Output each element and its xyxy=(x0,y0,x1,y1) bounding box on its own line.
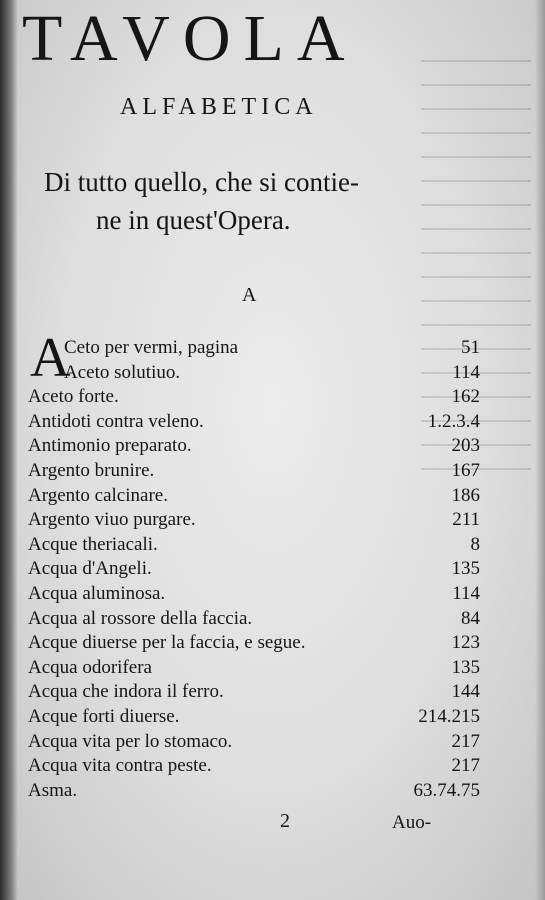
entry-label: Antimonio preparato. xyxy=(28,435,192,457)
entry-label: Acqua al rossore della faccia. xyxy=(28,607,253,629)
page-subtitle: ALFABETICA xyxy=(120,94,318,120)
entry-page: 84 xyxy=(461,607,480,629)
entry-page: 217 xyxy=(451,755,480,777)
entry-page: 123 xyxy=(451,632,480,654)
index-entry xyxy=(28,459,480,484)
catchword: Auo- xyxy=(392,812,432,833)
page-edge xyxy=(535,0,545,900)
index-entry xyxy=(28,705,480,730)
intro-line-2: ne in quest'Opera. xyxy=(96,205,291,235)
entry-label: Acqua d'Angeli. xyxy=(28,558,152,580)
entry-page: 135 xyxy=(451,558,480,580)
entry-page: 203 xyxy=(451,435,480,457)
index-entry xyxy=(28,582,480,607)
entry-label: Acqua aluminosa. xyxy=(28,582,166,604)
index-entry xyxy=(28,680,480,705)
index-entry xyxy=(28,484,480,509)
entry-page: 1.2.3.4 xyxy=(427,410,480,432)
index-entry xyxy=(28,361,480,386)
signature-mark: 2 xyxy=(280,810,290,832)
entry-page: 63.74.75 xyxy=(413,779,480,801)
entry-label: Acque theriacali. xyxy=(28,533,158,555)
index-entry xyxy=(28,434,480,459)
entry-page: 144 xyxy=(451,681,480,703)
entry-page: 114 xyxy=(452,361,480,383)
index-entry xyxy=(28,656,480,681)
index-entry xyxy=(28,754,480,779)
entry-label: Acqua odorifera xyxy=(28,656,152,678)
index-entry xyxy=(28,730,480,755)
index-entry xyxy=(28,607,480,632)
entry-page: 167 xyxy=(451,459,480,481)
entry-label: Argento calcinare. xyxy=(28,484,168,506)
entry-label: Argento viuo purgare. xyxy=(28,509,196,531)
entry-label: Asma. xyxy=(28,779,78,801)
index-entry xyxy=(28,385,480,410)
entry-page: 8 xyxy=(470,533,480,555)
entry-label: Acque forti diuerse. xyxy=(28,705,180,727)
entry-label: Argento brunire. xyxy=(28,459,155,481)
entry-label: Acqua vita contra peste. xyxy=(28,755,212,777)
drop-cap: A xyxy=(30,327,71,389)
entry-label: Acque diuerse per la faccia, e segue. xyxy=(28,632,306,654)
entry-page: 211 xyxy=(452,509,480,531)
entry-label: Aceto forte. xyxy=(28,386,119,408)
index-entry xyxy=(28,410,480,435)
entry-page: 51 xyxy=(461,337,480,358)
entry-page: 217 xyxy=(451,730,480,752)
entry-page: 214.215 xyxy=(418,705,480,727)
entry-page: 135 xyxy=(451,656,480,678)
intro-line-1: Di tutto quello, che si contie- xyxy=(44,167,359,197)
entry-label: Ceto per vermi, pagina xyxy=(64,337,239,358)
entry-label: Acqua che indora il ferro. xyxy=(28,681,224,703)
entry-page: 114 xyxy=(452,582,480,604)
page-title: TAVOLA xyxy=(22,2,358,75)
index-entry xyxy=(28,779,480,804)
index-list xyxy=(28,336,480,803)
entry-label: Antidoti contra veleno. xyxy=(28,410,204,432)
index-entry xyxy=(28,557,480,582)
entry-label: Acqua vita per lo stomaco. xyxy=(28,730,233,752)
index-entry xyxy=(28,336,480,361)
index-entry xyxy=(28,631,480,656)
page-gutter xyxy=(0,0,18,900)
index-entry xyxy=(28,508,480,533)
section-letter: A xyxy=(242,284,257,306)
index-entry xyxy=(28,533,480,558)
entry-page: 162 xyxy=(451,386,480,408)
entry-label: Aceto solutiuo. xyxy=(64,361,181,383)
entry-page: 186 xyxy=(451,484,480,506)
intro-text xyxy=(44,163,514,239)
